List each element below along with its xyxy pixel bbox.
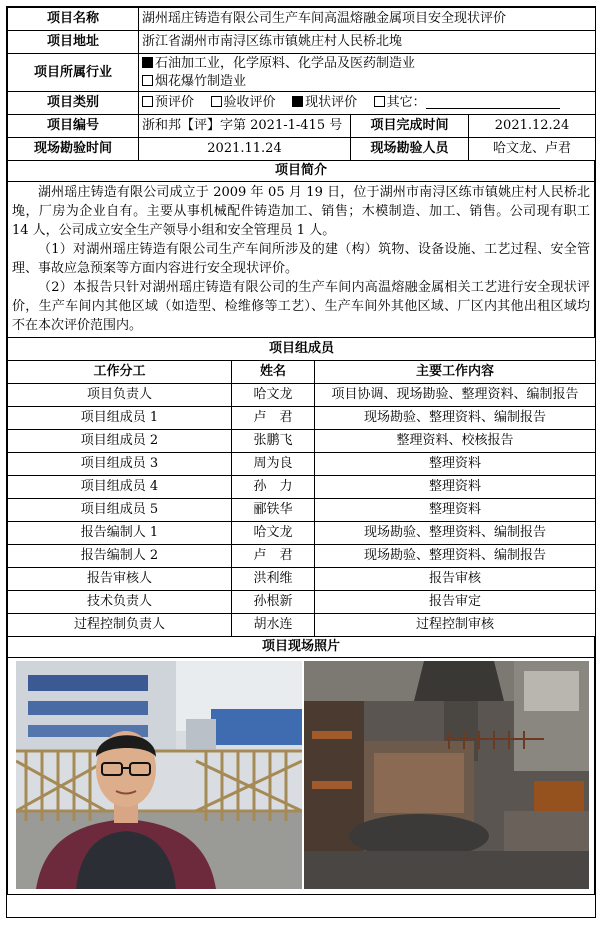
member-work: 整理资料 (315, 476, 596, 499)
photos-table (7, 636, 595, 895)
project-info-table (7, 7, 596, 161)
team-row (8, 591, 596, 614)
team-header-name: 姓名 (232, 361, 315, 384)
project-type-label: 项目类别 (8, 92, 139, 115)
survey-time: 2021.11.24 (139, 138, 351, 161)
team-title: 项目组成员 (8, 338, 596, 361)
completion-label: 项目完成时间 (351, 115, 469, 138)
member-work: 整理资料 (315, 453, 596, 476)
checkbox-empty-icon (142, 75, 153, 86)
team-row (8, 568, 596, 591)
member-name: 卢 君 (232, 407, 315, 430)
member-role: 项目组成员 2 (8, 430, 232, 453)
checkbox-empty-icon (142, 96, 153, 107)
member-work: 整理资料、校核报告 (315, 430, 596, 453)
member-work: 过程控制审核 (315, 614, 596, 637)
industry-option-fireworks (142, 73, 592, 91)
member-role: 项目组成员 5 (8, 499, 232, 522)
type-option-label: 预评价 (155, 95, 195, 110)
evaluation-form (6, 6, 596, 918)
team-row (8, 430, 596, 453)
project-name: 湖州瑶庄铸造有限公司生产车间高温熔融金属项目安全现状评价 (139, 8, 596, 31)
industry-option-label: 石油加工业，化学原料、化学品及医药制造业 (155, 55, 416, 71)
checkbox-checked-icon (292, 96, 303, 107)
member-work: 报告审定 (315, 591, 596, 614)
member-name: 哈文龙 (232, 384, 315, 407)
type-option-label: 其它： (386, 95, 426, 110)
project-name-label: 项目名称 (8, 8, 139, 31)
survey-staff-label: 现场勘验人员 (351, 138, 469, 161)
project-type-options (139, 92, 596, 115)
team-row (8, 614, 596, 637)
member-work: 现场勘验、整理资料、编制报告 (315, 407, 596, 430)
member-role: 技术负责人 (8, 591, 232, 614)
intro-body (8, 182, 595, 338)
workshop-photo-image (304, 661, 589, 889)
industry-option-label: 烟花爆竹制造业 (155, 73, 247, 89)
member-work: 项目协调、现场勘验、整理资料、编制报告 (315, 384, 596, 407)
photos-cell (8, 658, 595, 895)
survey-staff: 哈文龙、卢君 (469, 138, 596, 161)
checkbox-empty-icon (211, 96, 222, 107)
member-work: 现场勘验、整理资料、编制报告 (315, 545, 596, 568)
intro-title: 项目简介 (8, 161, 595, 182)
member-role: 项目组成员 1 (8, 407, 232, 430)
photos-title: 项目现场照片 (8, 637, 595, 658)
entrance-photo-image (16, 661, 302, 889)
project-address: 浙江省湖州市南浔区练市镇姚庄村人民桥北堍 (139, 31, 596, 54)
intro-table (7, 160, 595, 338)
checkbox-empty-icon (374, 96, 385, 107)
completion-date: 2021.12.24 (469, 115, 596, 138)
member-name: 哈文龙 (232, 522, 315, 545)
type-option-label: 验收评价 (223, 95, 276, 110)
project-address-label: 项目地址 (8, 31, 139, 54)
survey-time-label: 现场勘验时间 (8, 138, 139, 161)
industry-label: 项目所属行业 (8, 54, 139, 92)
type-option-label: 现状评价 (305, 95, 358, 110)
team-table (7, 337, 596, 637)
industry-options (139, 54, 596, 92)
member-name: 洪利维 (232, 568, 315, 591)
team-row (8, 384, 596, 407)
member-role: 过程控制负责人 (8, 614, 232, 637)
team-row (8, 499, 596, 522)
team-row (8, 545, 596, 568)
member-role: 项目负责人 (8, 384, 232, 407)
industry-option-petro (142, 55, 592, 73)
member-work: 报告审核 (315, 568, 596, 591)
intro-paragraph: （2）本报告只针对湖州瑶庄铸造有限公司的生产车间内高温熔融金属相关工艺进行安全现状评价，生产车间内其他区域（如造型、检维修等工艺）、生产车间外其他区域、厂区内其他出租区域均不在本次评价范围内。 (12, 280, 590, 333)
team-header-role: 工作分工 (8, 361, 232, 384)
member-role: 项目组成员 3 (8, 453, 232, 476)
member-role: 报告编制人 1 (8, 522, 232, 545)
intro-paragraph: （1）对湖州瑶庄铸造有限公司生产车间所涉及的建（构）筑物、设备设施、工艺过程、安全管理、事故应急预案等方面内容进行安全现状评价。 (12, 242, 590, 276)
checkbox-checked-icon (142, 57, 153, 68)
project-number-label: 项目编号 (8, 115, 139, 138)
member-name: 孙 力 (232, 476, 315, 499)
site-photo-entrance (16, 661, 302, 889)
team-row (8, 476, 596, 499)
member-name: 胡水连 (232, 614, 315, 637)
member-name: 孙根新 (232, 591, 315, 614)
team-header-work: 主要工作内容 (315, 361, 596, 384)
member-role: 报告编制人 2 (8, 545, 232, 568)
member-role: 项目组成员 4 (8, 476, 232, 499)
intro-paragraph: 湖州瑶庄铸造有限公司成立于 2009 年 05 月 19 日，位于湖州市南浔区练市镇姚庄村人民桥北堍，厂房为企业自有。主要从事机械配件铸造加工、销售；木模制造、加工、销售。公司现有职工 14 人，公司成立安全生产领导小组和安全管理员 1 人。 (12, 185, 590, 238)
team-row (8, 522, 596, 545)
site-photo-workshop (304, 661, 589, 889)
member-name: 周为良 (232, 453, 315, 476)
member-role: 报告审核人 (8, 568, 232, 591)
member-name: 郦铁华 (232, 499, 315, 522)
member-name: 张鹏飞 (232, 430, 315, 453)
member-work: 整理资料 (315, 499, 596, 522)
team-row (8, 407, 596, 430)
member-name: 卢 君 (232, 545, 315, 568)
member-work: 现场勘验、整理资料、编制报告 (315, 522, 596, 545)
fill-in-blank (426, 94, 560, 109)
project-number: 浙和邦【评】字第 2021-1-415 号 (139, 115, 351, 138)
team-row (8, 453, 596, 476)
